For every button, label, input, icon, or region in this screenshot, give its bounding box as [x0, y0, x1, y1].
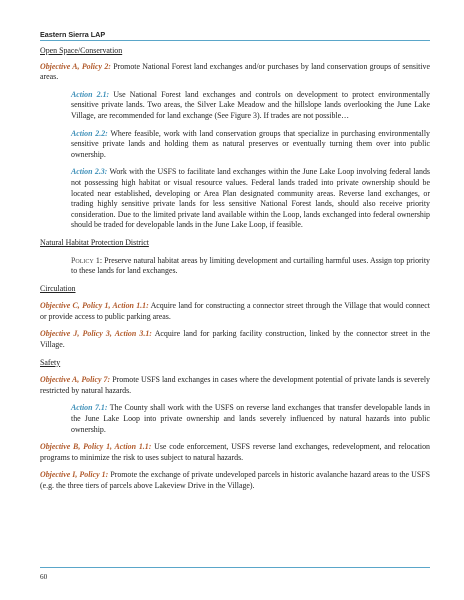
- section-heading-circulation: Circulation: [40, 283, 76, 293]
- paragraph-objective-a-policy-2: [40, 62, 430, 83]
- footer-rule: [40, 567, 430, 568]
- paragraph-objective-j: [40, 329, 430, 350]
- page-number: 60: [40, 573, 48, 581]
- objective-text: Promote the exchange of private undeveloped parcels in historic avalanche hazard areas to the USFS (e.g. the three tiers of parcels above Lakeview Drive in the Village).: [40, 470, 430, 490]
- objective-text: Acquire land for parking facility construction, linked by the connector street in the Village.: [40, 329, 430, 350]
- section-heading-open-space: Open Space/Conservation: [40, 46, 123, 55]
- paragraph-action-7-1: [71, 403, 430, 435]
- paragraph-policy-1: [71, 256, 430, 277]
- objective-label: Objective A, Policy 2:: [40, 61, 111, 71]
- action-label: Action 2.1:: [71, 89, 110, 99]
- section-heading-natural-habitat: Natural Habitat Protection District: [40, 237, 149, 247]
- paragraph-objective-b: [40, 442, 430, 463]
- action-label: Action 2.2:: [71, 128, 108, 138]
- paragraph-objective-i: [40, 470, 430, 491]
- policy-label: Policy: [71, 255, 94, 265]
- document-body: [40, 46, 430, 492]
- paragraph-action-2-1: [71, 90, 430, 122]
- section-heading-safety: Safety: [40, 357, 61, 367]
- paragraph-objective-c: [40, 301, 430, 322]
- objective-text: Promote National Forest land exchanges and/or purchases by land conservation groups of sensitive areas.: [40, 61, 430, 82]
- paragraph-objective-a-policy-7: [40, 375, 430, 396]
- action-label: Action 7.1:: [71, 403, 108, 413]
- action-text: Use National Forest land exchanges and controls on development to protect environmentally sensitive private lands. Two areas, the Silver Lake Meadow and the hillslope lands overlooking the June Lake Village, are recommended for land exchange (See Figure 3). If trades are not possible…: [71, 89, 430, 120]
- paragraph-action-2-2: [71, 129, 430, 161]
- objective-text: Promote USFS land exchanges in cases where the development potential of private lands is severely restricted by natural hazards.: [40, 375, 430, 395]
- action-text: Work with the USFS to facilitate land exchanges within the June Lake Loop involving federal lands not possessing high habitat or visual resource values. Federal lands traded into private ownership should be located near established, developing or Area Plan designated community areas. Reverse land exchanges, or trading highly sensitive private lands for less sensitive National Forest lands, should also receive priority consideration. Due to the limited private land available within the Loop, lands exchanged into federal ownership should be traded for developable lands in the June Lake Loop, if feasible.: [71, 167, 430, 230]
- objective-label: Objective C, Policy 1, Action 1.1:: [40, 301, 149, 311]
- objective-label: Objective I, Policy 1:: [40, 470, 109, 480]
- paragraph-action-2-3: [71, 167, 430, 231]
- objective-label: Objective J, Policy 3, Action 3.1:: [40, 329, 152, 339]
- objective-label: Objective B, Policy 1, Action 1.1:: [40, 442, 152, 452]
- policy-text: 1: Preserve natural habitat areas by limiting development and curtailing harmful uses. Assign top priority to these lands for land exchanges.: [71, 255, 430, 276]
- objective-text: Use code enforcement, USFS reverse land exchanges, redevelopment, and relocation programs to minimize the risk to uses subject to natural hazards.: [40, 442, 430, 462]
- page-header-title: Eastern Sierra LAP: [40, 30, 106, 39]
- action-label: Action 2.3:: [71, 167, 108, 177]
- objective-label: Objective A, Policy 7:: [40, 375, 111, 385]
- action-text: Where feasible, work with land conservation groups that specialize in purchasing environmentally sensitive private lands and holding them as natural preserves or eventually turning them over into public ownership.: [71, 128, 430, 159]
- objective-text: Acquire land for constructing a connector street through the Village that would connect or provide access to public parking areas.: [40, 301, 430, 321]
- action-text: The County shall work with the USFS on reverse land exchanges that transfer developable lands in the June Lake Loop into private ownership and lands severely influenced by natural hazards into public ownership.: [71, 403, 430, 434]
- header-rule: [40, 40, 430, 41]
